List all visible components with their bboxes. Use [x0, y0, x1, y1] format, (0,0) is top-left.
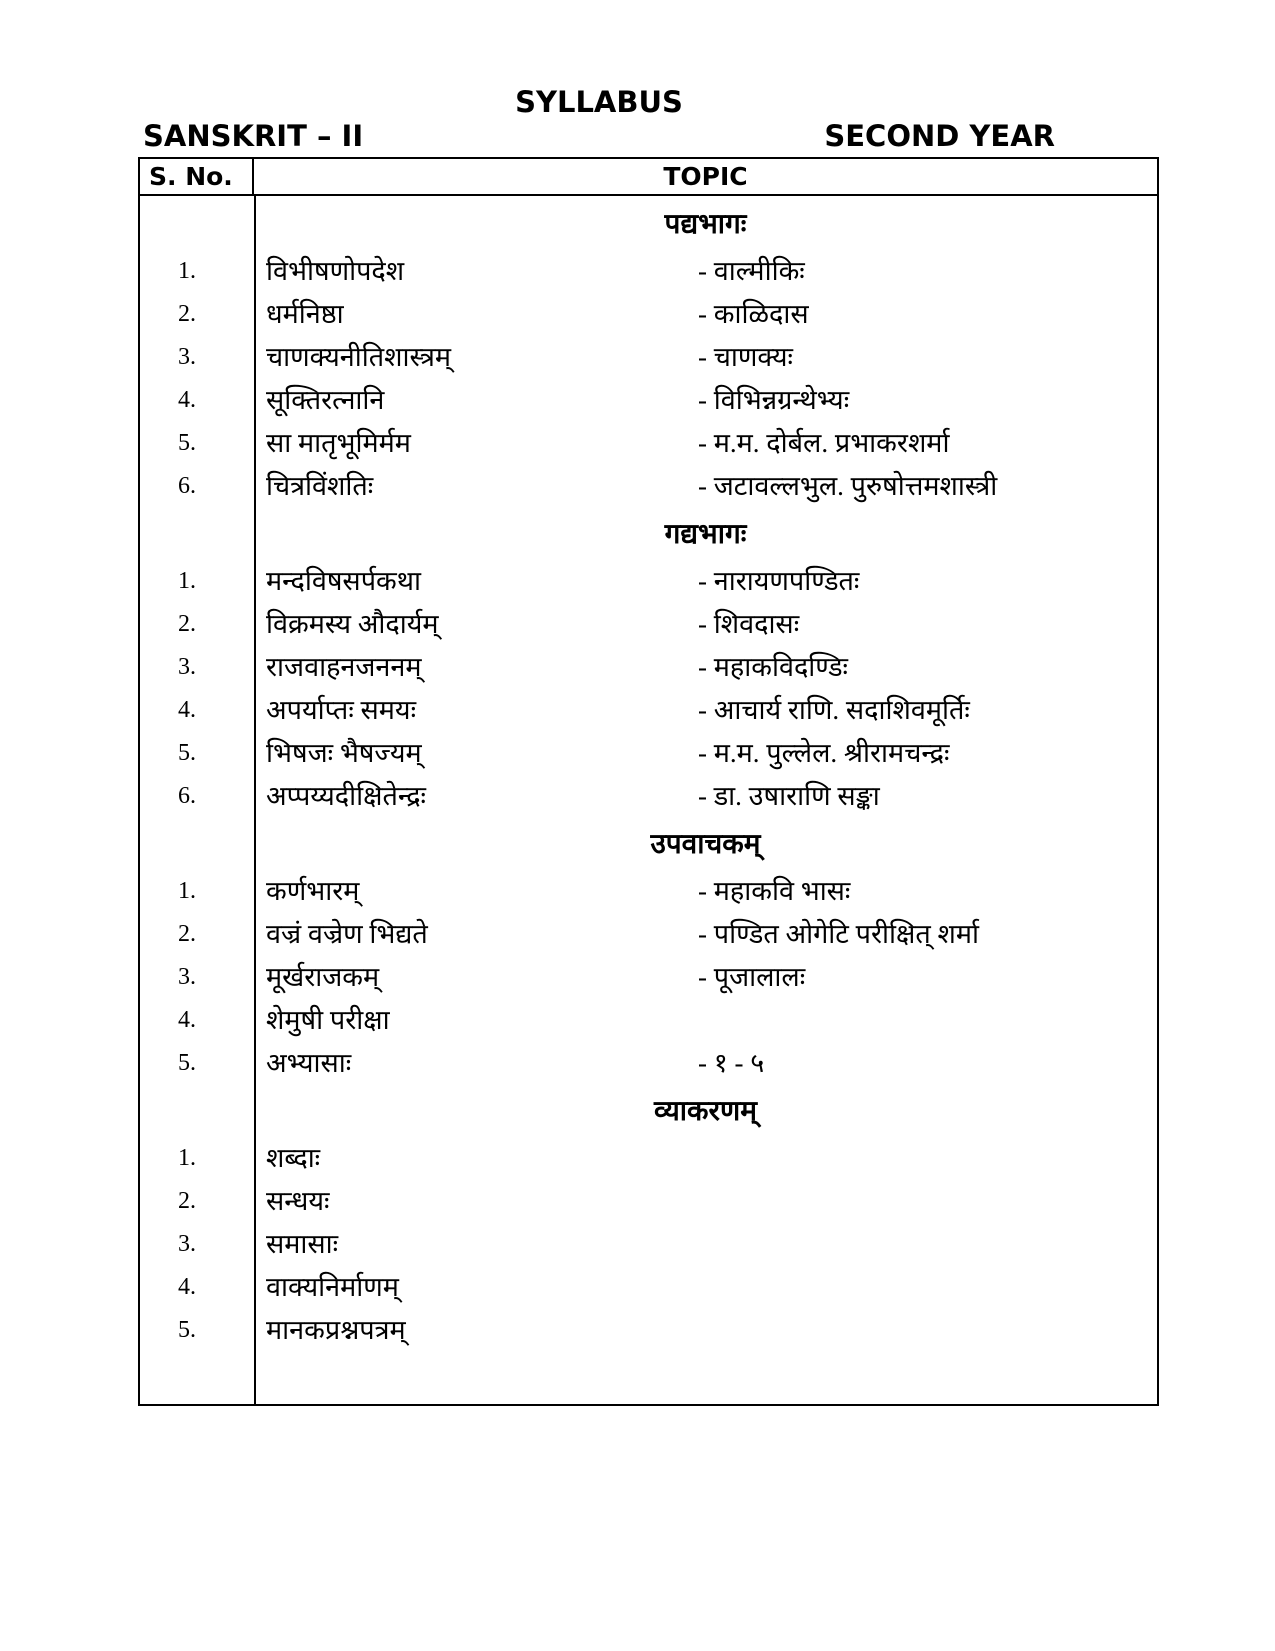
table-body — [140, 196, 1157, 1404]
row-number: 5. — [178, 1050, 196, 1076]
row-content-cell — [254, 1264, 1157, 1307]
row-number-cell — [140, 868, 254, 911]
row-number-cell — [140, 954, 254, 997]
row-number-cell — [140, 506, 254, 558]
row-number-cell — [140, 816, 254, 868]
row-number: 4. — [178, 1007, 196, 1033]
topic-author: - शिवदासः — [698, 609, 800, 639]
year-title: SECOND YEAR — [824, 119, 1055, 153]
section-heading: उपवाचकम् — [650, 829, 761, 860]
section-heading-cell — [254, 816, 1157, 868]
row-content-cell — [254, 997, 1157, 1040]
row-content-cell — [254, 1135, 1157, 1178]
topic-title: सा मातृभूमिर्मम — [266, 428, 411, 458]
row-number: 1. — [178, 878, 196, 904]
section-heading-row — [140, 816, 1157, 868]
row-number: 3. — [178, 344, 196, 370]
topic-title: वाक्यनिर्माणम् — [266, 1272, 399, 1302]
syllabus-row — [140, 291, 1157, 334]
row-content-cell — [254, 248, 1157, 291]
section-heading-row — [140, 196, 1157, 248]
row-number-cell — [140, 911, 254, 954]
syllabus-row — [140, 558, 1157, 601]
topic-author: - चाणक्यः — [698, 342, 793, 372]
syllabus-row — [140, 377, 1157, 420]
topic-title: समासाः — [266, 1229, 339, 1259]
topic-title: चित्रविंशतिः — [266, 471, 374, 501]
row-content-cell — [254, 601, 1157, 644]
topic-title: सन्धयः — [266, 1186, 330, 1216]
syllabus-row — [140, 730, 1157, 773]
topic-author: - पूजालालः — [698, 962, 806, 992]
topic-author: - वाल्मीकिः — [698, 256, 805, 286]
row-number: 6. — [178, 473, 196, 499]
row-number: 1. — [178, 258, 196, 284]
row-number: 2. — [178, 1188, 196, 1214]
syllabus-row — [140, 773, 1157, 816]
row-number: 5. — [178, 1317, 196, 1343]
topic-title: सूक्तिरत्नानि — [266, 385, 385, 415]
row-content-cell — [254, 1307, 1157, 1350]
syllabus-row — [140, 687, 1157, 730]
topic-author: - काळिदास — [698, 299, 809, 329]
row-number: 4. — [178, 387, 196, 413]
topic-title: मानकप्रश्नपत्रम् — [266, 1315, 406, 1345]
row-number-cell — [140, 1307, 254, 1350]
syllabus-row — [140, 911, 1157, 954]
section-heading: व्याकरणम् — [653, 1096, 757, 1127]
row-content-cell — [254, 334, 1157, 377]
section-heading: गद्यभागः — [664, 519, 747, 550]
row-number: 3. — [178, 964, 196, 990]
topic-author: - डा. उषाराणि सङ्का — [698, 781, 880, 811]
row-content-cell — [254, 954, 1157, 997]
row-number-cell — [140, 558, 254, 601]
topic-title: विभीषणोपदेश — [266, 256, 405, 286]
row-content-cell — [254, 291, 1157, 334]
topic-author: - महाकविदण्डिः — [698, 652, 849, 682]
row-number: 4. — [178, 1274, 196, 1300]
syllabus-row — [140, 997, 1157, 1040]
syllabus-row — [140, 1221, 1157, 1264]
row-number-cell — [140, 196, 254, 248]
topic-title: कर्णभारम् — [266, 876, 360, 906]
row-number-cell — [140, 1083, 254, 1135]
row-number-cell — [140, 420, 254, 463]
topic-author: - नारायणपण्डितः — [698, 566, 860, 596]
row-content-cell — [254, 1221, 1157, 1264]
syllabus-table — [138, 157, 1159, 1406]
topic-title: भिषजः भैषज्यम् — [266, 738, 422, 768]
section-heading-row — [140, 506, 1157, 558]
topic-author: - विभिन्नग्रन्थेभ्यः — [698, 385, 850, 415]
row-number-cell — [140, 377, 254, 420]
topic-title: अपर्याप्तः समयः — [266, 695, 417, 725]
topic-author: - पण्डित ओगेटि परीक्षित् शर्मा — [698, 919, 980, 949]
syllabus-row — [140, 420, 1157, 463]
row-content-cell — [254, 868, 1157, 911]
row-number-cell — [140, 730, 254, 773]
topic-author: - जटावल्लभुल. पुरुषोत्तमशास्त्री — [698, 471, 998, 501]
row-number: 2. — [178, 301, 196, 327]
syllabus-row — [140, 954, 1157, 997]
syllabus-row — [140, 601, 1157, 644]
syllabus-row — [140, 868, 1157, 911]
topic-author: - आचार्य राणि. सदाशिवमूर्तिः — [698, 695, 970, 725]
row-number: 5. — [178, 740, 196, 766]
row-number: 1. — [178, 1145, 196, 1171]
row-number-cell — [140, 601, 254, 644]
section-heading-cell — [254, 196, 1157, 248]
table-header-row — [140, 159, 1157, 196]
row-number-cell — [140, 291, 254, 334]
syllabus-row — [140, 1178, 1157, 1221]
row-content-cell — [254, 773, 1157, 816]
row-number-cell — [140, 644, 254, 687]
row-content-cell — [254, 377, 1157, 420]
row-number-cell — [140, 1040, 254, 1083]
row-number-cell — [140, 248, 254, 291]
row-content-cell — [254, 463, 1157, 506]
syllabus-row — [140, 1307, 1157, 1350]
row-number-cell — [140, 1264, 254, 1307]
syllabus-row — [140, 1040, 1157, 1083]
row-number: 2. — [178, 611, 196, 637]
row-number: 1. — [178, 568, 196, 594]
page-title: SYLLABUS — [515, 85, 683, 119]
syllabus-row — [140, 463, 1157, 506]
topic-author: - महाकवि भासः — [698, 876, 851, 906]
syllabus-row — [140, 248, 1157, 291]
row-content-cell — [254, 911, 1157, 954]
col-header-topic: TOPIC — [663, 162, 748, 191]
topic-title: धर्मनिष्ठा — [266, 299, 344, 329]
section-heading-cell — [254, 1083, 1157, 1135]
row-number-cell — [140, 1178, 254, 1221]
topic-title: शेमुषी परीक्षा — [266, 1005, 390, 1035]
syllabus-row — [140, 1264, 1157, 1307]
section-heading-cell — [254, 506, 1157, 558]
topic-title: राजवाहनजननम् — [266, 652, 422, 682]
row-number-cell — [140, 463, 254, 506]
subject-title: SANSKRIT – II — [143, 119, 364, 153]
row-number: 5. — [178, 430, 196, 456]
topic-title: वज्रं वज्रेण भिद्यते — [266, 919, 428, 949]
row-number: 2. — [178, 921, 196, 947]
row-content-cell — [254, 644, 1157, 687]
topic-title: चाणक्यनीतिशास्त्रम् — [266, 342, 452, 372]
row-number-cell — [140, 773, 254, 816]
topic-author: - १ - ५ — [698, 1048, 765, 1078]
topic-author: - म.म. पुल्लेल. श्रीरामचन्द्रः — [698, 738, 950, 768]
topic-title: मूर्खराजकम् — [266, 962, 380, 992]
section-heading-row — [140, 1083, 1157, 1135]
topic-title: विक्रमस्य औदार्यम् — [266, 609, 439, 639]
row-number: 4. — [178, 697, 196, 723]
row-number-cell — [140, 334, 254, 377]
topic-author: - म.म. दोर्बल. प्रभाकरशर्मा — [698, 428, 950, 458]
topic-title: शब्दाः — [266, 1143, 321, 1173]
row-number: 3. — [178, 654, 196, 680]
syllabus-row — [140, 1135, 1157, 1178]
row-content-cell — [254, 420, 1157, 463]
row-number-cell — [140, 997, 254, 1040]
row-number-cell — [140, 1135, 254, 1178]
row-number-cell — [140, 687, 254, 730]
row-number: 6. — [178, 783, 196, 809]
topic-title: मन्दविषसर्पकथा — [266, 566, 422, 596]
topic-title: अप्पय्यदीक्षितेन्द्रः — [266, 781, 427, 811]
syllabus-row — [140, 334, 1157, 377]
row-number: 3. — [178, 1231, 196, 1257]
row-content-cell — [254, 1040, 1157, 1083]
topic-title: अभ्यासाः — [266, 1048, 352, 1078]
row-content-cell — [254, 1178, 1157, 1221]
row-content-cell — [254, 687, 1157, 730]
subtitle-row — [143, 120, 1055, 152]
syllabus-row — [140, 644, 1157, 687]
col-header-sno: S. No. — [140, 159, 254, 194]
row-content-cell — [254, 730, 1157, 773]
section-heading: पद्यभागः — [664, 209, 747, 240]
row-content-cell — [254, 558, 1157, 601]
row-number-cell — [140, 1221, 254, 1264]
